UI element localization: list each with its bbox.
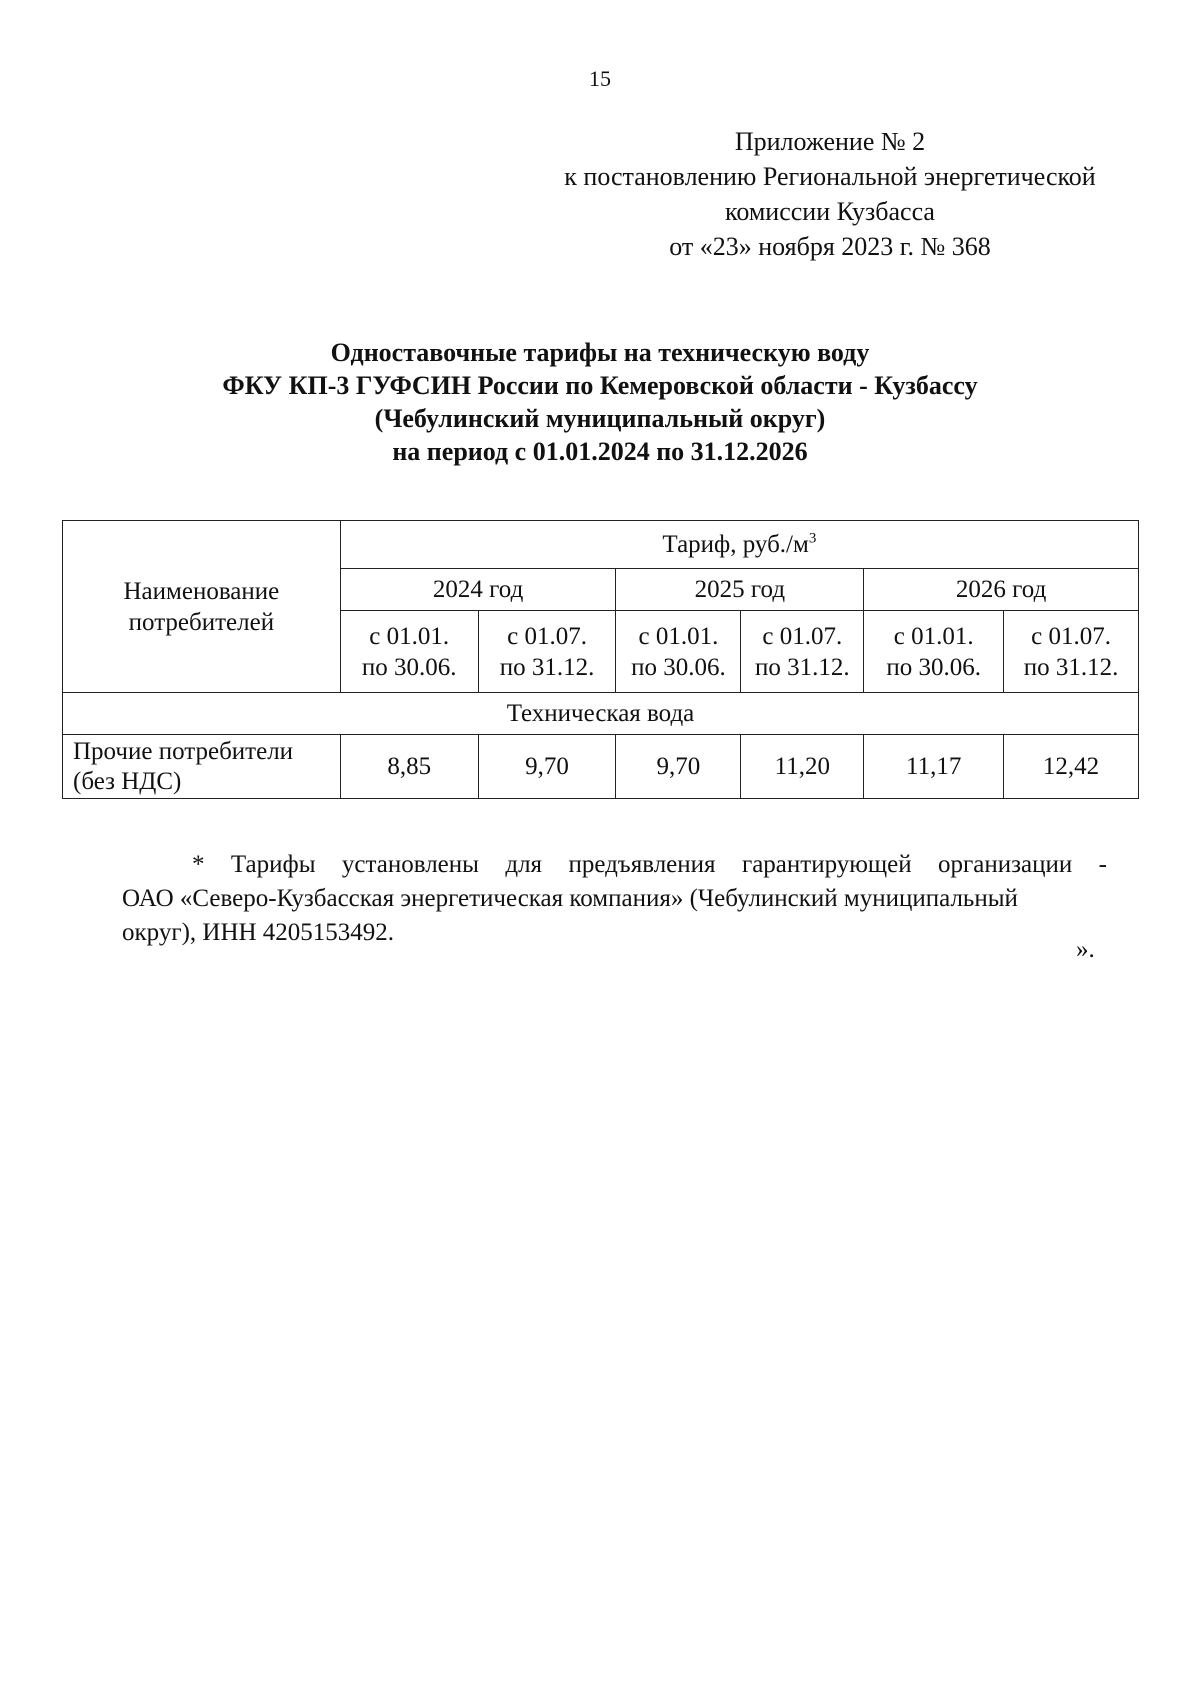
year-header-2024: 2024 год [340,569,616,611]
period-to: по 31.12. [1023,653,1119,681]
period-header-1 [340,611,478,693]
appendix-line-3: комиссии Кузбасса [725,197,935,226]
tariff-header-text: Тариф, руб./м [662,531,809,558]
period-header-5 [864,611,1004,693]
tariff-value-cell: 11,20 [741,735,864,799]
title-line-2: ФКУ КП-3 ГУФСИН России по Кемеровской области - Кузбассу [222,371,978,400]
appendix-line-4: от «23» ноября 2023 г. № 368 [669,232,991,261]
appendix-reference [540,124,1120,264]
period-header-4 [741,611,864,693]
tariff-value-cell: 8,85 [340,735,478,799]
period-header-6 [1004,611,1139,693]
period-to: по 31.12. [499,653,595,681]
period-to: по 30.06. [631,653,726,681]
period-to: по 30.06. [886,653,981,681]
period-from: с 01.07. [507,622,587,650]
period-header-2 [478,611,616,693]
year-header-2025: 2025 год [616,569,864,611]
tariff-table [62,520,1139,799]
tariff-header [340,521,1138,569]
footnote-line-2: ОАО «Северо-Кузбасская энергетическая компания» (Чебулинский муниципальный [122,885,1018,912]
tariff-value-cell: 9,70 [616,735,741,799]
consumer-name-cell [63,735,341,799]
footnote-line-1: * Тарифы установлены для предъявления гарантирующей организации - [192,851,1107,878]
consumer-name-header-line-2: потребителей [128,608,275,636]
footnote [122,848,1107,950]
appendix-line-1: Приложение № 2 [734,127,926,156]
appendix-line-2: к постановлению Региональной энергетической [564,162,1096,191]
section-row [63,693,1139,735]
period-header-3 [616,611,741,693]
section-title: Техническая вода [63,693,1139,735]
tariff-value-cell: 11,17 [864,735,1004,799]
tariff-value-cell: 9,70 [478,735,616,799]
page-number: 15 [589,66,611,91]
consumer-name-header-line-1: Наименование [123,577,280,605]
tariff-value-cell: 12,42 [1004,735,1139,799]
consumer-name-line-1: Прочие потребители [73,737,294,765]
period-to: по 30.06. [361,653,457,681]
period-from: с 01.07. [1031,622,1111,650]
title-line-4: на период с 01.01.2024 по 31.12.2026 [392,437,808,466]
consumer-name-header [63,521,341,693]
closing-quote-mark: ». [1076,936,1095,963]
period-from: с 01.07. [762,622,843,650]
period-to: по 31.12. [754,653,850,681]
title-line-3: (Чебулинский муниципальный округ) [374,404,826,433]
tariff-header-superscript: 3 [808,530,817,547]
period-from: с 01.01. [893,622,974,650]
consumer-name-line-2: (без НДС) [73,767,182,795]
title-line-1: Одноставочные тарифы на техническую воду [330,338,870,367]
period-from: с 01.01. [638,622,719,650]
table-row [63,735,1139,799]
footnote-line-3: округ), ИНН 4205153492. [122,919,395,946]
year-header-2026: 2026 год [864,569,1139,611]
period-from: с 01.01. [369,622,450,650]
document-title [0,336,1200,468]
tariff-header-row [63,521,1139,569]
